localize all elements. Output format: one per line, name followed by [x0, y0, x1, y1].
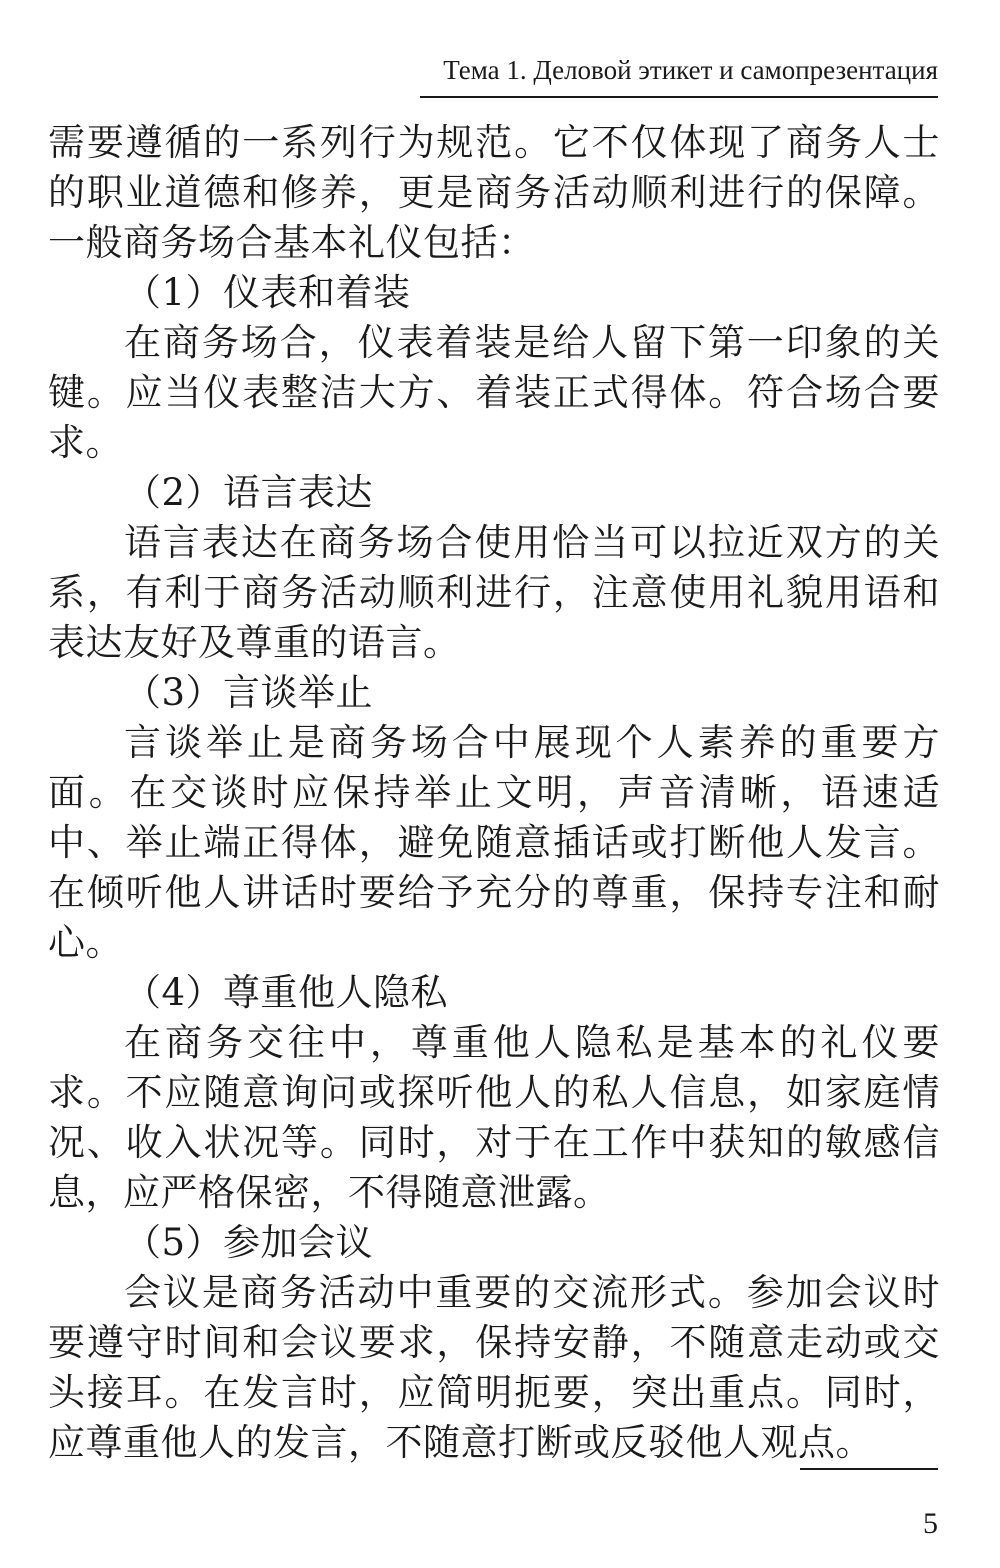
header-rule: [420, 96, 938, 98]
section-paragraph-4: 在商务交往中，尊重他人隐私是基本的礼仪要求。不应随意询问或探听他人的私人信息，如家庭情况、收入状况等。同时，对于在工作中获知的敏感信息，应严格保密，不得随意泄露。: [48, 1021, 940, 1214]
section-heading-1: （1）仪表和着装: [124, 271, 411, 314]
running-header: Тема 1. Деловой этикет и самопрезентация: [443, 55, 938, 85]
section-heading-4: （4）尊重他人隐私: [124, 971, 449, 1014]
body-text: [48, 118, 940, 1468]
section-heading-3: （3）言谈举止: [124, 671, 374, 714]
page-number: 5: [923, 1507, 938, 1540]
intro-paragraph: 需要遵循的一系列行为规范。它不仅体现了商务人士的职业道德和修养，更是商务活动顺利进行的保障。一般商务场合基本礼仪包括：: [48, 121, 940, 264]
section-heading-2: （2）语言表达: [124, 471, 374, 514]
section-heading-5: （5）参加会议: [124, 1221, 374, 1264]
section-paragraph-2: 语言表达在商务场合使用恰当可以拉近双方的关系，有利于商务活动顺利进行，注意使用礼貌用语和表达友好及尊重的语言。: [48, 521, 940, 664]
section-paragraph-3: 言谈举止是商务场合中展现个人素养的重要方面。在交谈时应保持举止文明，声音清晰，语速适中、举止端正得体，避免随意插话或打断他人发言。在倾听他人讲话时要给予充分的尊重，保持专注和耐心。: [48, 721, 940, 964]
section-paragraph-1: 在商务场合，仪表着装是给人留下第一印象的关键。应当仪表整洁大方、着装正式得体。符合场合要求。: [48, 321, 940, 464]
footer-rule: [800, 1468, 938, 1470]
section-paragraph-5: 会议是商务活动中重要的交流形式。参加会议时要遵守时间和会议要求，保持安静，不随意走动或交头接耳。在发言时，应简明扼要，突出重点。同时，应尊重他人的发言，不随意打断或反驳他人观点。: [48, 1271, 940, 1464]
